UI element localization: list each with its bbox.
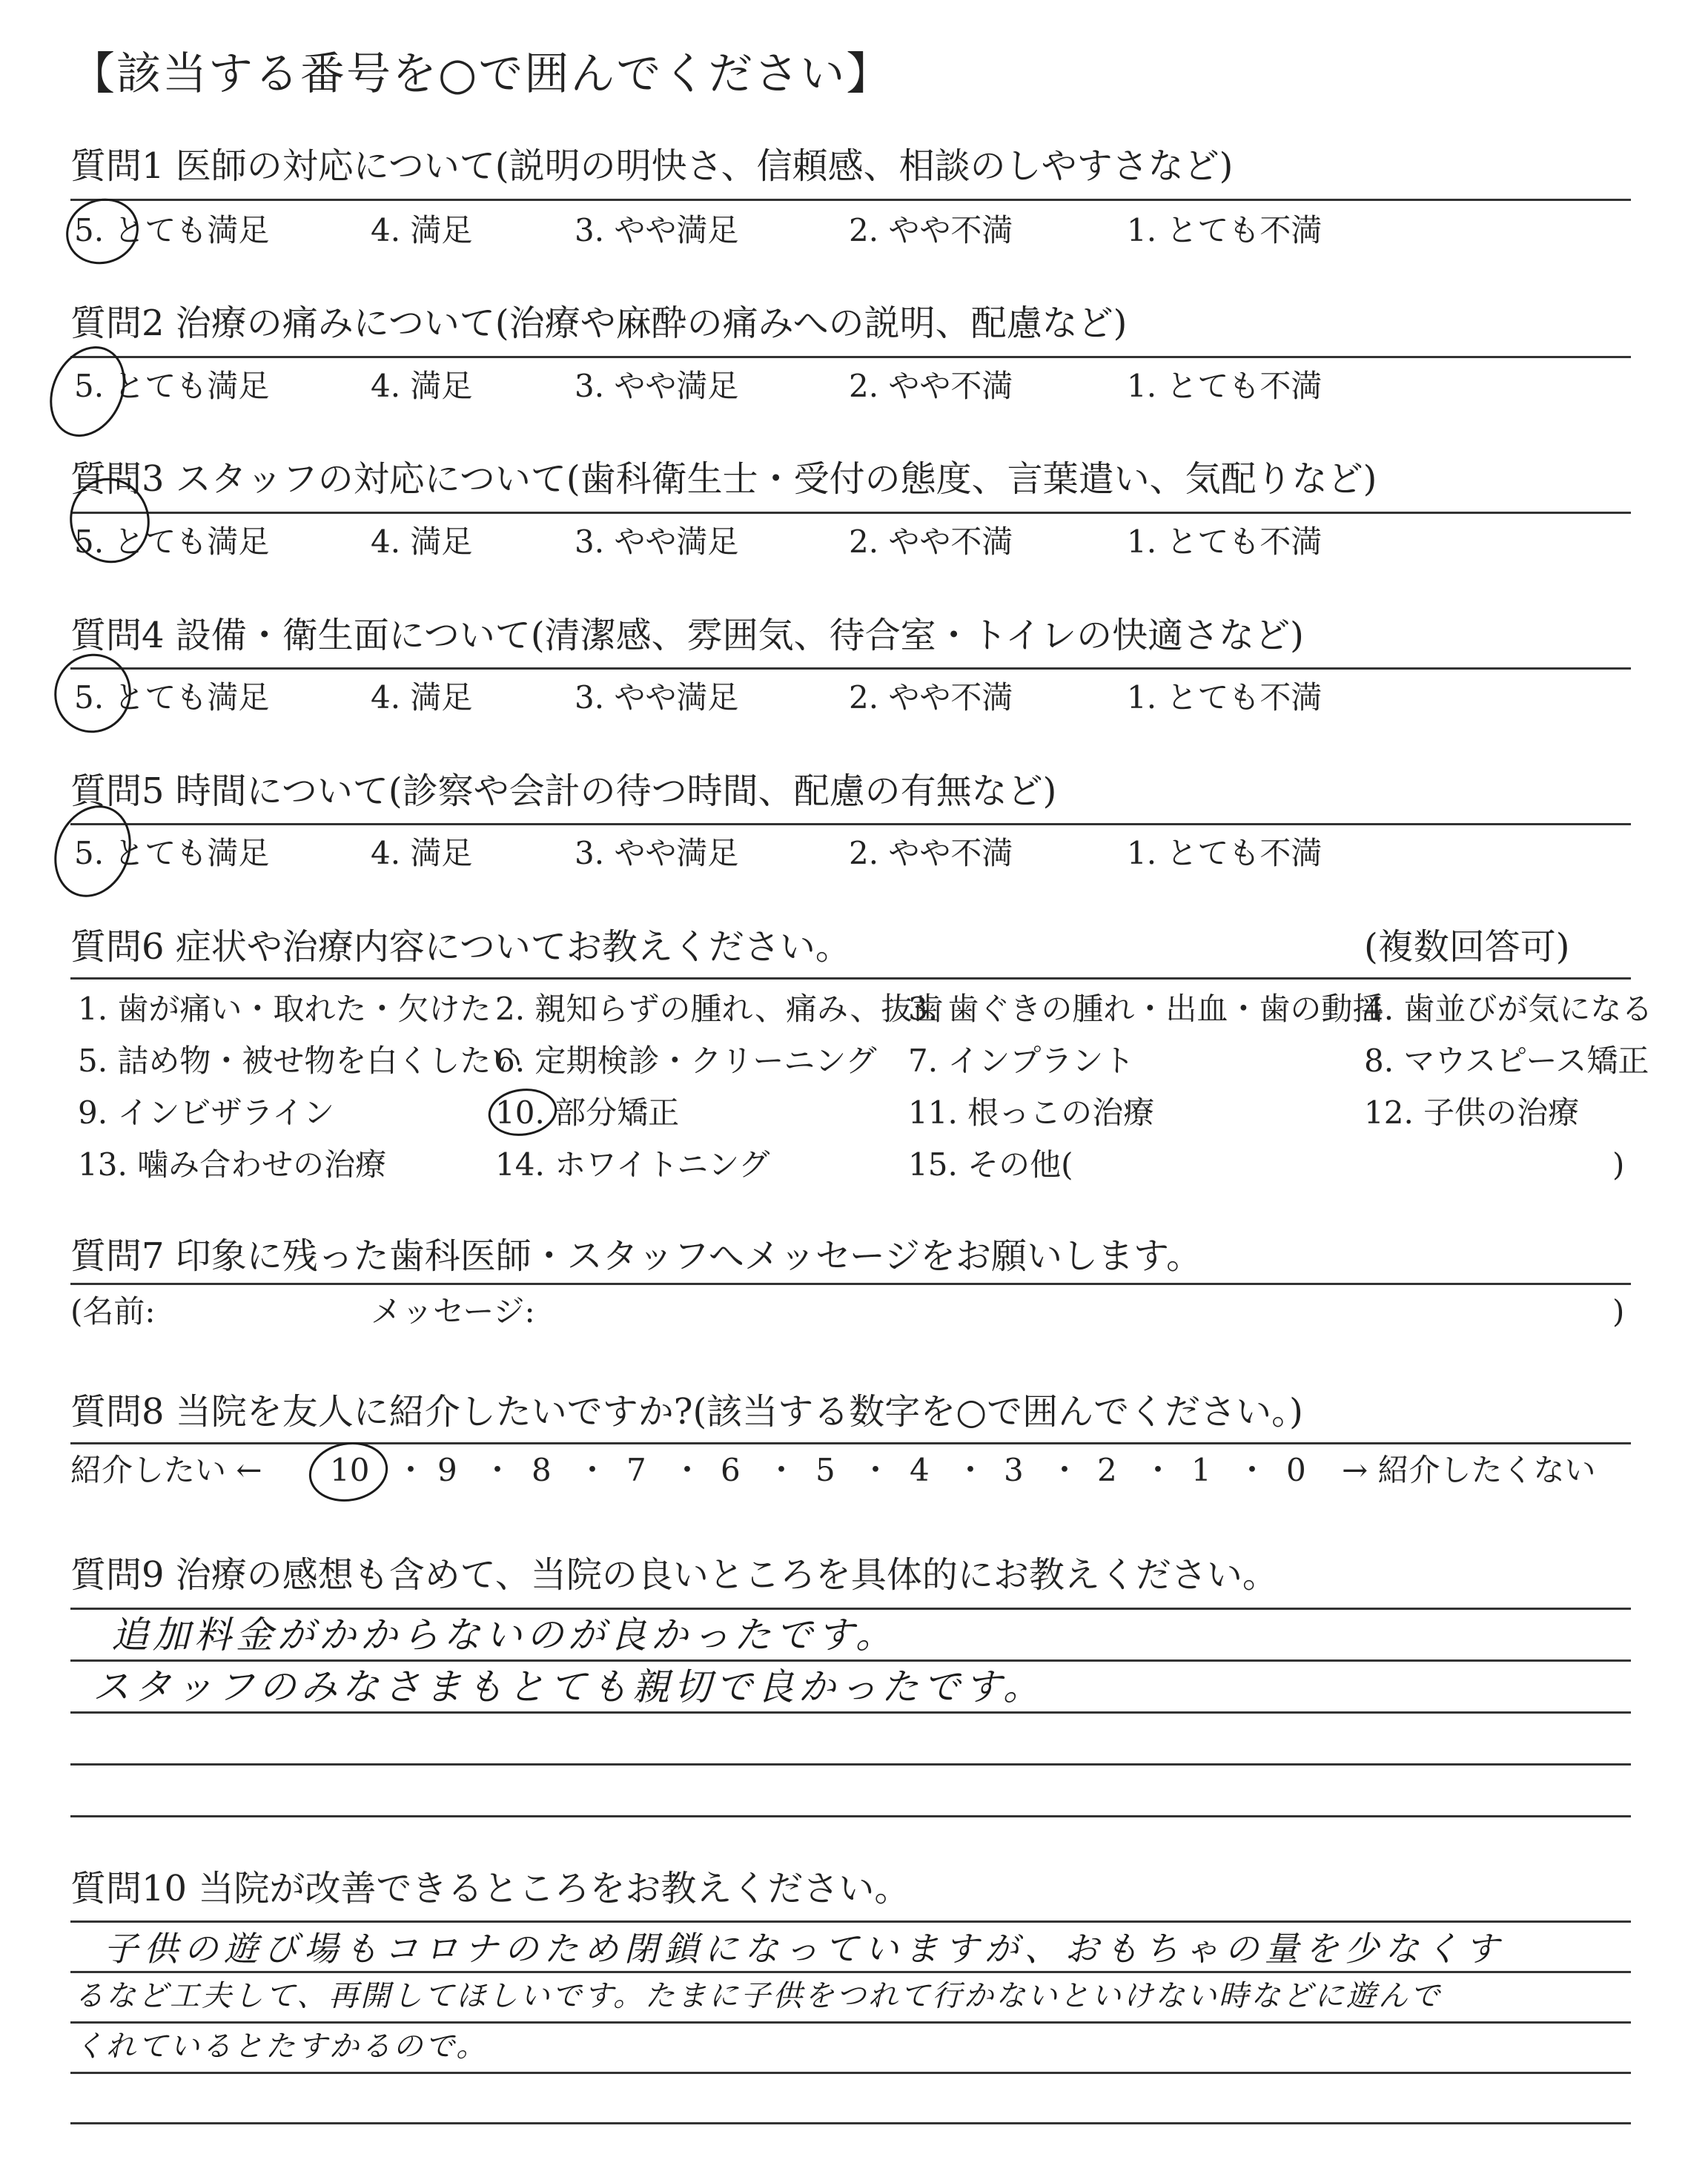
q4-option-4[interactable]: 4. 満足 [371,679,473,716]
q6-option-10[interactable]: 10. 部分矯正 [495,1094,680,1131]
q6-option-9[interactable]: 9. インビザライン [78,1094,335,1131]
q10-answer-line-3: くれているとたすかるので。 [74,2029,489,2064]
q6-option-5[interactable]: 5. 詰め物・被せ物を白くしたい [78,1043,523,1079]
q8-scale-4[interactable]: 4 [910,1452,930,1488]
q2-selection-circle [37,335,138,447]
q8-scale-1[interactable]: 1 [1191,1452,1211,1488]
q4-option-3[interactable]: 3. やや満足 [575,679,739,716]
q6-option-11[interactable]: 11. 根っこの治療 [908,1094,1155,1131]
q6-selection-circle [486,1086,558,1139]
q9-answer-line-2: スタッフのみなさまもとても親切で良かったです。 [93,1665,1045,1708]
q6-option-15[interactable]: 15. その他( [908,1146,1073,1183]
question-10-title: 質問10 当院が改善できるところをお教えください。 [70,1868,910,1909]
q6-option-3[interactable]: 3. 歯ぐきの腫れ・出血・歯の動揺 [908,991,1384,1027]
q8-scale-3[interactable]: 3 [1004,1452,1024,1488]
q6-option-2[interactable]: 2. 親知らずの腫れ、痛み、抜歯 [495,991,944,1027]
page-header: 【該当する番号を○で囲んでください】 [70,48,893,100]
q4-option-1[interactable]: 1. とても不満 [1127,679,1323,716]
q6-option-14[interactable]: 14. ホワイトニング [495,1146,770,1183]
q5-selection-circle [42,796,142,908]
q5-option-2[interactable]: 2. やや不満 [849,835,1013,871]
q1-selection-circle [59,190,147,273]
q8-scale-10[interactable]: 10 [330,1452,370,1488]
q1-option-5[interactable]: 5. とても満足 [74,212,270,248]
q8-dot: ・ [395,1452,427,1488]
q5-option-1[interactable]: 1. とても不満 [1127,835,1323,871]
q2-option-3[interactable]: 3. やや満足 [575,368,739,404]
q8-scale-6[interactable]: 6 [721,1452,741,1488]
q8-scale-7[interactable]: 7 [626,1452,646,1488]
q8-dot: ・ [482,1452,514,1488]
q6-option-13[interactable]: 13. 噛み合わせの治療 [78,1146,387,1183]
q8-right-label: → 紹介したくない [1342,1452,1596,1488]
q8-dot: ・ [1142,1452,1174,1488]
q3-option-2[interactable]: 2. やや不満 [849,524,1013,560]
q3-selection-circle [62,470,157,570]
q8-left-label: 紹介したい ← [70,1452,262,1488]
question-8-title: 質問8 当院を友人に紹介したいですか?(該当する数字を○で囲んでください。) [70,1391,1303,1433]
q2-option-5[interactable]: 5. とても満足 [74,368,270,404]
q8-scale-8[interactable]: 8 [532,1452,552,1488]
q3-option-1[interactable]: 1. とても不満 [1127,524,1323,560]
q7-message-label: メッセージ: [371,1293,535,1330]
q2-option-2[interactable]: 2. やや不満 [849,368,1013,404]
question-7-title: 質問7 印象に残った歯科医師・スタッフへメッセージをお願いします。 [70,1235,1202,1277]
q5-option-5[interactable]: 5. とても満足 [74,835,270,871]
q6-option-4[interactable]: 4. 歯並びが気になる [1364,991,1653,1027]
question-6-title: 質問6 症状や治療内容についてお教えください。 [70,926,851,968]
q8-dot: ・ [1237,1452,1268,1488]
q8-dot: ・ [577,1452,609,1488]
q6-option-8[interactable]: 8. マウスピース矯正 [1364,1043,1649,1079]
q10-answer-line-1: 子供の遊び場もコロナのため閉鎖になっていますが、おもちゃの量を少なくす [104,1929,1505,1969]
q8-dot: ・ [672,1452,704,1488]
question-4-title: 質問4 設備・衛生面について(清潔感、雰囲気、待合室・トイレの快適さなど) [70,615,1304,656]
q8-dot: ・ [955,1452,987,1488]
q8-scale-5[interactable]: 5 [815,1452,835,1488]
q8-dot: ・ [1049,1452,1081,1488]
q8-dot: ・ [766,1452,798,1488]
question-5-title: 質問5 時間について(診察や会計の待つ時間、配慮の有無など) [70,770,1057,812]
q8-scale-2[interactable]: 2 [1097,1452,1117,1488]
question-1-title: 質問1 医師の対応について(説明の明快さ、信頼感、相談のしやすさなど) [70,145,1234,187]
q4-selection-circle [44,644,141,742]
q2-option-4[interactable]: 4. 満足 [371,368,473,404]
q6-option-12[interactable]: 12. 子供の治療 [1364,1094,1580,1131]
q5-option-4[interactable]: 4. 満足 [371,835,473,871]
q4-option-2[interactable]: 2. やや不満 [849,679,1013,716]
q8-scale-0[interactable]: 0 [1286,1452,1306,1488]
q3-option-4[interactable]: 4. 満足 [371,524,473,560]
question-3-title: 質問3 スタッフの対応について(歯科衛生士・受付の態度、言葉遣い、気配りなど) [70,458,1377,500]
q6-other-close-paren: ) [1612,1146,1625,1183]
q8-selection-circle [305,1438,391,1507]
q7-close-paren: ) [1612,1293,1625,1330]
q6-option-6[interactable]: 6. 定期検診・クリーニング [495,1043,877,1079]
q1-option-3[interactable]: 3. やや満足 [575,212,739,248]
q1-option-4[interactable]: 4. 満足 [371,212,473,248]
q4-option-5[interactable]: 5. とても満足 [74,679,270,716]
q2-option-1[interactable]: 1. とても不満 [1127,368,1323,404]
q3-option-5[interactable]: 5. とても満足 [74,524,270,560]
q6-option-7[interactable]: 7. インプラント [908,1043,1135,1079]
q7-name-label: (名前: [70,1293,156,1330]
q1-option-1[interactable]: 1. とても不満 [1127,212,1323,248]
q5-option-3[interactable]: 3. やや満足 [575,835,739,871]
q8-dot: ・ [860,1452,892,1488]
question-9-title: 質問9 治療の感想も含めて、当院の良いところを具体的にお教えください。 [70,1554,1278,1596]
q3-option-3[interactable]: 3. やや満足 [575,524,739,560]
question-6-note: (複数回答可) [1364,926,1570,968]
q8-scale-9[interactable]: 9 [437,1452,457,1488]
q10-answer-line-2: るなど工夫して、再開してほしいです。たまに子供をつれて行かないといけない時などに遊んで [74,1979,1442,2013]
question-2-title: 質問2 治療の痛みについて(治療や麻酔の痛みへの説明、配慮など) [70,303,1128,344]
q1-option-2[interactable]: 2. やや不満 [849,212,1013,248]
q6-option-1[interactable]: 1. 歯が痛い・取れた・欠けた [78,991,491,1027]
q9-answer-line-1: 追加料金がかからないのが良かったです。 [111,1614,897,1657]
